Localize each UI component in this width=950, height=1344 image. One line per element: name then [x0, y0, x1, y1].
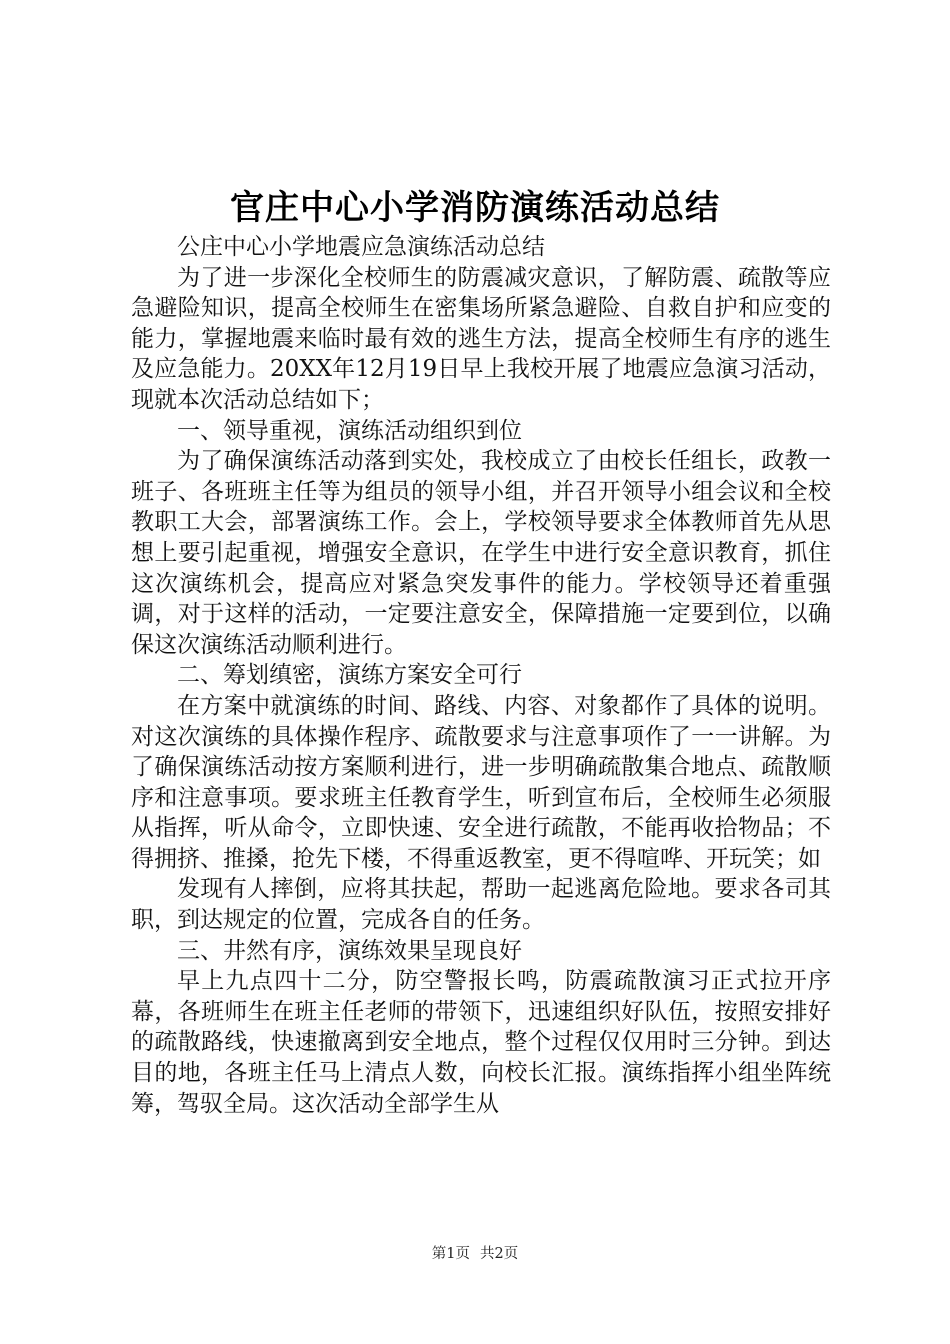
- page-total: 共2页: [480, 1246, 519, 1262]
- paragraph-intro: 为了进一步深化全校师生的防震减灾意识，了解防震、疏散等应急避险知识，提高全校师生在密集场所紧急避险、自救自护和应变的能力，掌握地震来临时最有效的逃生方法，提高全校师生有序的逃生及应急能力。20XX年12月19日早上我校开展了地震应急演习活动，现就本次活动总结如下；: [131, 264, 831, 413]
- page-footer: [0, 1244, 950, 1264]
- paragraph-section-2: 在方案中就演练的时间、路线、内容、对象都作了具体的说明。对这次演练的具体操作程序、疏散要求与注意事项作了一一讲解。为了确保演练活动按方案顺利进行，进一步明确疏散集合地点、疏散顺序和注意事项。要求班主任教育学生，听到宣布后，全校师生必须服从指挥，听从命令，立即快速、安全进行疏散，不能再收拾物品；不得拥挤、推搡，抢先下楼，不得重返教室，更不得喧哗、开玩笑；如: [131, 692, 831, 872]
- section-heading-2: 二、筹划缜密，演练方案安全可行: [177, 662, 522, 689]
- section-heading-1: 一、领导重视，演练活动组织到位: [177, 417, 522, 444]
- document-body: [131, 232, 831, 1119]
- paragraph-section-1: 为了确保演练活动落到实处，我校成立了由校长任组长，政教一班子、各班班主任等为组员的领导小组，并召开领导小组会议和全校教职工大会，部署演练工作。会上，学校领导要求全体教师首先从思想上要引起重视，增强安全意识，在学生中进行安全意识教育，抓住这次演练机会，提高应对紧急突发事件的能力。学校领导还着重强调，对于这样的活动，一定要注意安全，保障措施一定要到位，以确保这次演练活动顺利进行。: [131, 448, 831, 658]
- paragraph-section-2-continued: 发现有人摔倒，应将其扶起，帮助一起逃离危险地。要求各司其职，到达规定的位置，完成各自的任务。: [131, 876, 831, 934]
- page-number: 第1页: [431, 1246, 470, 1262]
- document-title: 官庄中心小学消防演练活动总结: [230, 188, 720, 228]
- paragraph-subtitle: 公庄中心小学地震应急演练活动总结: [177, 234, 545, 260]
- section-heading-3: 三、井然有序，演练效果呈现良好: [177, 937, 522, 964]
- paragraph-section-3: 早上九点四十二分，防空警报长鸣，防震疏散演习正式拉开序幕，各班师生在班主任老师的带领下，迅速组织好队伍，按照安排好的疏散路线，快速撤离到安全地点，整个过程仅仅用时三分钟。到达目的地，各班主任马上清点人数，向校长汇报。演练指挥小组坐阵统筹，驾驭全局。这次活动全部学生从: [131, 968, 831, 1117]
